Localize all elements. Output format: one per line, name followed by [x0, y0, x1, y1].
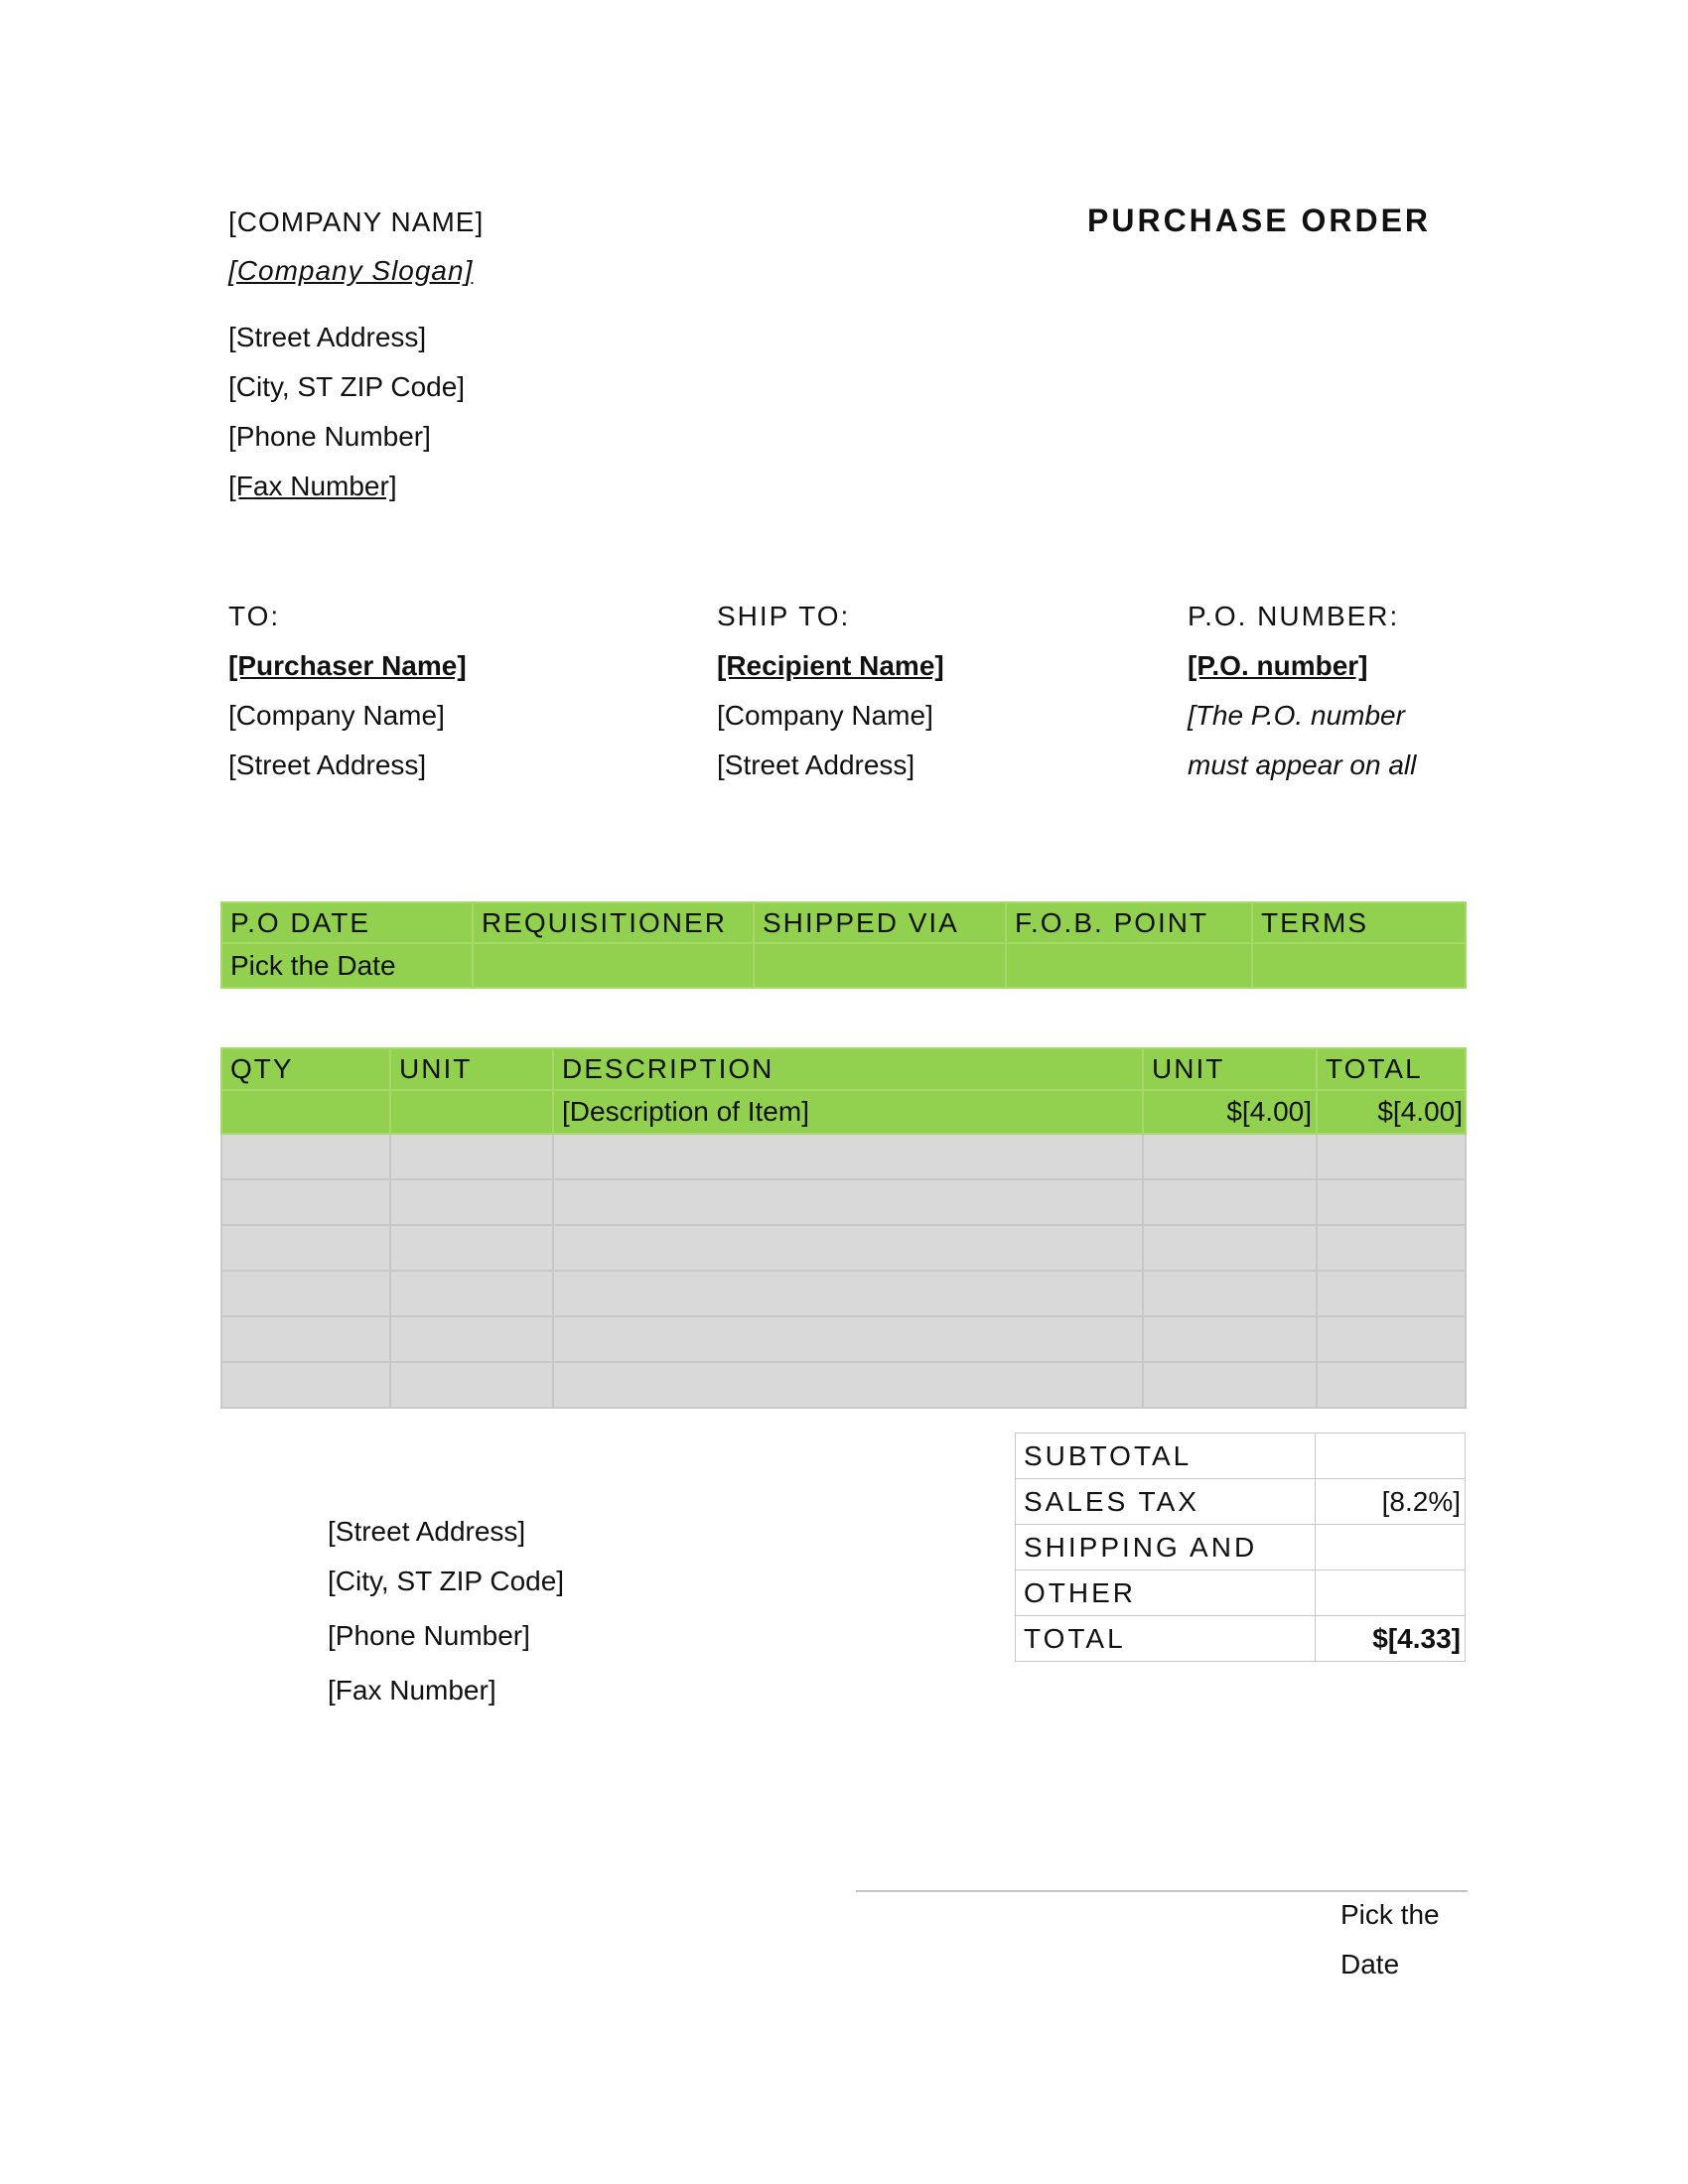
col-header-description: DESCRIPTION — [553, 1048, 1143, 1090]
signature-date-picker[interactable]: Pick the — [1340, 1899, 1440, 1930]
company-name[interactable]: [COMPANY NAME] — [228, 206, 485, 237]
po-number-note-line2: must appear on all — [1188, 750, 1417, 780]
unit-price-cell[interactable]: $[4.00] — [1143, 1090, 1317, 1134]
qty-cell[interactable] — [221, 1271, 390, 1316]
description-cell[interactable] — [553, 1316, 1143, 1362]
qty-cell[interactable] — [221, 1090, 390, 1134]
col-header-fob-point: F.O.B. POINT — [1006, 902, 1252, 943]
other-label: OTHER — [1016, 1570, 1316, 1616]
sales-tax-label: SALES TAX — [1016, 1479, 1316, 1525]
totals-table — [1015, 1433, 1466, 1662]
company-slogan[interactable]: [Company Slogan] — [228, 255, 474, 286]
order-info-table — [220, 901, 1467, 989]
qty-cell[interactable] — [221, 1134, 390, 1179]
po-number-value[interactable]: [P.O. number] — [1188, 650, 1368, 681]
ship-to-label: SHIP TO: — [717, 601, 851, 631]
col-header-requisitioner: REQUISITIONER — [473, 902, 754, 943]
terms-cell[interactable] — [1252, 943, 1466, 988]
company-city-state-zip[interactable]: [City, ST ZIP Code] — [228, 371, 466, 402]
line-items-table — [220, 1047, 1467, 1409]
description-cell[interactable]: [Description of Item] — [553, 1090, 1143, 1134]
other-value[interactable] — [1316, 1570, 1466, 1616]
unit-cell[interactable] — [390, 1271, 553, 1316]
fob-point-cell[interactable] — [1006, 943, 1252, 988]
recipient-street[interactable]: [Street Address] — [717, 750, 915, 780]
qty-cell[interactable] — [221, 1179, 390, 1225]
unit-cell[interactable] — [390, 1090, 553, 1134]
footer-fax[interactable]: [Fax Number] — [328, 1675, 496, 1706]
shipping-label: SHIPPING AND — [1016, 1525, 1316, 1570]
grand-total-value[interactable]: $[4.33] — [1316, 1616, 1466, 1662]
footer-phone[interactable]: [Phone Number] — [328, 1620, 530, 1651]
description-cell[interactable] — [553, 1271, 1143, 1316]
col-header-terms: TERMS — [1252, 902, 1466, 943]
description-cell[interactable] — [553, 1362, 1143, 1408]
table-row — [221, 1271, 1466, 1316]
shipped-via-cell[interactable] — [754, 943, 1006, 988]
unit-price-cell[interactable] — [1143, 1362, 1317, 1408]
qty-cell[interactable] — [221, 1225, 390, 1271]
col-header-unit: UNIT — [390, 1048, 553, 1090]
line-total-cell[interactable] — [1317, 1179, 1466, 1225]
unit-cell[interactable] — [390, 1134, 553, 1179]
col-header-po-date: P.O DATE — [221, 902, 473, 943]
company-fax[interactable]: [Fax Number] — [228, 471, 397, 501]
unit-cell[interactable] — [390, 1316, 553, 1362]
company-street-address[interactable]: [Street Address] — [228, 322, 427, 352]
qty-cell[interactable] — [221, 1362, 390, 1408]
subtotal-value[interactable] — [1316, 1433, 1466, 1479]
unit-price-cell[interactable] — [1143, 1225, 1317, 1271]
unit-cell[interactable] — [390, 1362, 553, 1408]
other-row — [1016, 1570, 1466, 1616]
qty-cell[interactable] — [221, 1316, 390, 1362]
to-label: TO: — [228, 601, 281, 631]
shipping-value[interactable] — [1316, 1525, 1466, 1570]
requisitioner-cell[interactable] — [473, 943, 754, 988]
total-label: TOTAL — [1016, 1616, 1316, 1662]
table-row — [221, 1362, 1466, 1408]
order-info-header-row — [221, 902, 1466, 943]
line-total-cell[interactable] — [1317, 1134, 1466, 1179]
table-row — [221, 1225, 1466, 1271]
shipping-row — [1016, 1525, 1466, 1570]
document-title: PURCHASE ORDER — [1087, 203, 1432, 238]
items-header-row — [221, 1048, 1466, 1090]
signature-date-line2[interactable]: Date — [1340, 1949, 1400, 1979]
total-row — [1016, 1616, 1466, 1662]
col-header-unit-price: UNIT — [1143, 1048, 1317, 1090]
unit-price-cell[interactable] — [1143, 1179, 1317, 1225]
sales-tax-row — [1016, 1479, 1466, 1525]
order-info-value-row — [221, 943, 1466, 988]
po-number-note-line1: [The P.O. number — [1188, 700, 1405, 731]
purchaser-company[interactable]: [Company Name] — [228, 700, 445, 731]
po-number-label: P.O. NUMBER: — [1188, 601, 1400, 631]
subtotal-row — [1016, 1433, 1466, 1479]
company-phone[interactable]: [Phone Number] — [228, 421, 431, 452]
line-total-cell[interactable] — [1317, 1362, 1466, 1408]
signature-line — [856, 1890, 1468, 1892]
sales-tax-value[interactable]: [8.2%] — [1316, 1479, 1466, 1525]
recipient-name[interactable]: [Recipient Name] — [717, 650, 944, 681]
unit-price-cell[interactable] — [1143, 1134, 1317, 1179]
line-total-cell[interactable] — [1317, 1271, 1466, 1316]
line-total-cell[interactable] — [1317, 1316, 1466, 1362]
purchaser-name[interactable]: [Purchaser Name] — [228, 650, 467, 681]
recipient-company[interactable]: [Company Name] — [717, 700, 933, 731]
po-date-picker[interactable]: Pick the Date — [221, 943, 473, 988]
table-row — [221, 1134, 1466, 1179]
footer-city-state-zip[interactable]: [City, ST ZIP Code] — [328, 1566, 565, 1596]
unit-price-cell[interactable] — [1143, 1271, 1317, 1316]
table-row — [221, 1316, 1466, 1362]
unit-cell[interactable] — [390, 1225, 553, 1271]
table-row — [221, 1090, 1466, 1134]
subtotal-label: SUBTOTAL — [1016, 1433, 1316, 1479]
col-header-shipped-via: SHIPPED VIA — [754, 902, 1006, 943]
purchaser-street[interactable]: [Street Address] — [228, 750, 427, 780]
unit-cell[interactable] — [390, 1179, 553, 1225]
unit-price-cell[interactable] — [1143, 1316, 1317, 1362]
line-total-cell[interactable] — [1317, 1225, 1466, 1271]
line-total-cell[interactable]: $[4.00] — [1317, 1090, 1466, 1134]
footer-street-address[interactable]: [Street Address] — [328, 1516, 526, 1547]
description-cell[interactable] — [553, 1179, 1143, 1225]
description-cell[interactable] — [553, 1225, 1143, 1271]
col-header-qty: QTY — [221, 1048, 390, 1090]
col-header-total: TOTAL — [1317, 1048, 1466, 1090]
table-row — [221, 1179, 1466, 1225]
description-cell[interactable] — [553, 1134, 1143, 1179]
